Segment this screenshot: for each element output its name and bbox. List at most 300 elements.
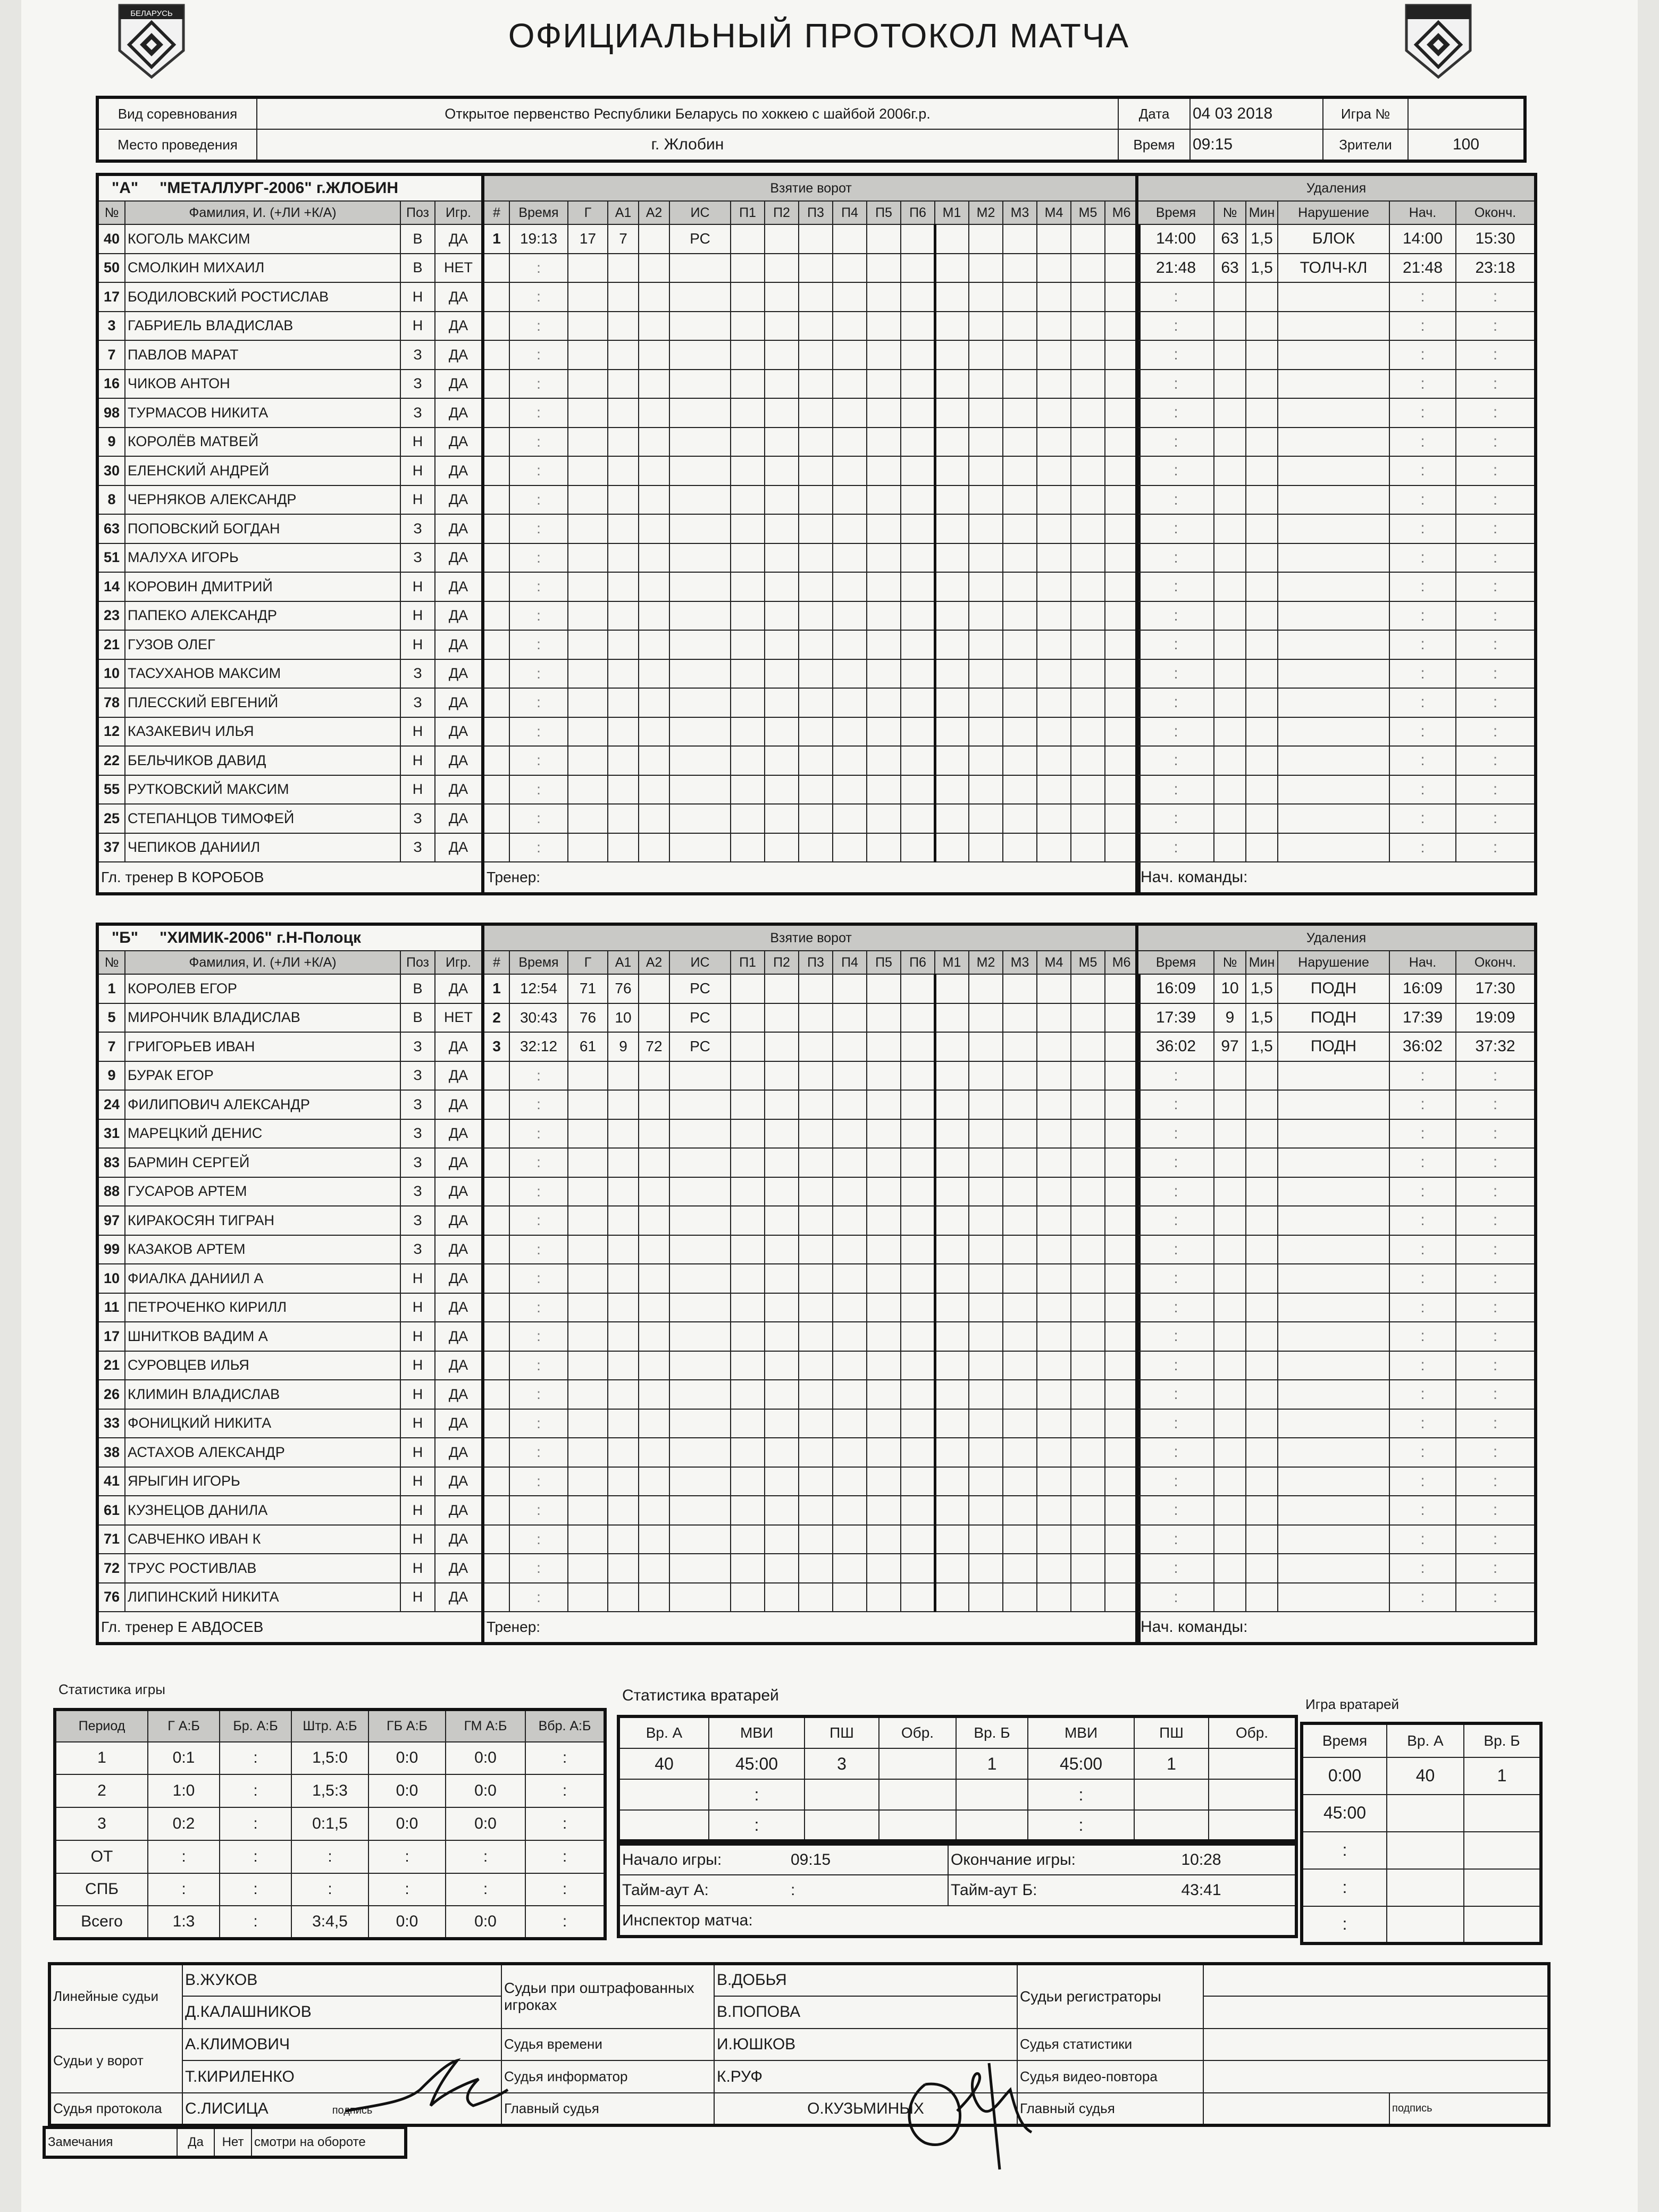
- goal-onice-cell: [1003, 1003, 1037, 1033]
- penalty-min: [1246, 1525, 1278, 1554]
- penalty-end: :: [1456, 630, 1536, 659]
- goal-is: [669, 1148, 731, 1177]
- penalty-min: [1246, 804, 1278, 833]
- goal-onice-cell: [731, 804, 765, 833]
- goal-onice-cell: [799, 1003, 833, 1033]
- game-times-table: [617, 1842, 1298, 1938]
- penalty-end: :: [1456, 601, 1536, 631]
- penalty-row: [1137, 1467, 1536, 1496]
- goal-n: [483, 1061, 509, 1091]
- goal-onice-cell: [799, 717, 833, 747]
- penalty-min: [1246, 1380, 1278, 1409]
- game-stats-cell: :: [220, 1742, 291, 1775]
- penalty-min: 1,5: [1246, 224, 1278, 254]
- penalty-start: :: [1389, 1177, 1456, 1206]
- goal-onice-cell: [867, 1235, 901, 1264]
- penalty-header: Нарушение: [1278, 201, 1389, 224]
- goal-n: [483, 514, 509, 543]
- player-played: ДА: [435, 1119, 483, 1149]
- goal-row: [483, 514, 1139, 543]
- penalty-row: [1137, 1090, 1536, 1119]
- goal-onice-cell: [1105, 974, 1139, 1003]
- game-stats-cell: 0:2: [148, 1807, 220, 1840]
- player-name: МАРЕЦКИЙ ДЕНИС: [125, 1119, 400, 1149]
- player-position: З: [400, 1090, 435, 1119]
- player-row: [97, 659, 483, 689]
- penalty-time: 21:48: [1137, 254, 1214, 283]
- goal-a2: [639, 514, 669, 543]
- goal-onice-cell: [867, 1467, 901, 1496]
- penalty-min: [1246, 1061, 1278, 1091]
- goal-onice-cell: [1071, 340, 1105, 370]
- goal-a1: [608, 543, 639, 573]
- goal-onice-cell: [1037, 630, 1071, 659]
- goal-header: П3: [799, 951, 833, 974]
- penalty-time: :: [1137, 717, 1214, 747]
- goal-onice-cell: [969, 1351, 1003, 1380]
- goal-header: М5: [1071, 951, 1105, 974]
- penalty-min: [1246, 428, 1278, 457]
- goal-onice-cell: [765, 1322, 799, 1351]
- goal-n: [483, 1148, 509, 1177]
- goal-onice-cell: [969, 1438, 1003, 1467]
- goal-a2: [639, 1409, 669, 1438]
- goal-header: М6: [1105, 951, 1139, 974]
- goal-onice-cell: [731, 688, 765, 717]
- goal-a1: [608, 254, 639, 283]
- goal-onice-cell: [731, 1351, 765, 1380]
- penalty-viol: [1278, 1467, 1389, 1496]
- goal-onice-cell: [833, 1032, 867, 1061]
- penalty-start: :: [1389, 1409, 1456, 1438]
- penalty-end: :: [1456, 1351, 1536, 1380]
- player-name: КОРОЛЕВ ЕГОР: [125, 974, 400, 1003]
- penalty-header: Нарушение: [1278, 951, 1389, 974]
- goal-row: [483, 456, 1139, 485]
- player-played: ДА: [435, 601, 483, 631]
- penalty-start: :: [1389, 340, 1456, 370]
- penalty-viol: [1278, 630, 1389, 659]
- goal-onice-cell: [935, 572, 969, 601]
- goal-onice-cell: [867, 1322, 901, 1351]
- goal-row: [483, 1583, 1139, 1612]
- penalty-no: [1214, 1119, 1246, 1149]
- game-stats-cell: 2: [55, 1774, 148, 1807]
- officials-table: [48, 1962, 1551, 2127]
- goal-onice-cell: [1105, 1467, 1139, 1496]
- penalty-row: [1137, 1293, 1536, 1322]
- goal-a2: [639, 282, 669, 312]
- goal-a2: [639, 428, 669, 457]
- goal-n: 1: [483, 974, 509, 1003]
- goal-time: :: [509, 398, 568, 428]
- player-row: [97, 833, 483, 862]
- penalty-time: :: [1137, 833, 1214, 862]
- penalty-start: :: [1389, 1496, 1456, 1525]
- goal-onice-cell: [799, 1293, 833, 1322]
- game-stats-header: Период: [55, 1710, 148, 1742]
- player-name: ФИАЛКА ДАНИИЛ А: [125, 1264, 400, 1293]
- player-played: ДА: [435, 833, 483, 862]
- game-stats-cell: :: [446, 1840, 525, 1873]
- goal-onice-cell: [799, 1032, 833, 1061]
- penalty-row: [1137, 1235, 1536, 1264]
- goal-a1: [608, 1525, 639, 1554]
- player-played: ДА: [435, 659, 483, 689]
- penalty-start: 14:00: [1389, 224, 1456, 254]
- goal-g: [568, 370, 608, 399]
- player-name: ПОПОВСКИЙ БОГДАН: [125, 514, 400, 543]
- goal-g: [568, 1583, 608, 1612]
- goal-onice-cell: [833, 804, 867, 833]
- goal-onice-cell: [867, 1554, 901, 1583]
- goal-onice-cell: [799, 775, 833, 805]
- belarus-emblem-left: [114, 0, 189, 80]
- goal-onice-cell: [731, 1380, 765, 1409]
- goal-onice-cell: [765, 630, 799, 659]
- goal-onice-cell: [765, 370, 799, 399]
- goal-n: [483, 1380, 509, 1409]
- remarks-back: смотри на обороте: [252, 2127, 406, 2157]
- penalty-start: :: [1389, 456, 1456, 485]
- penalty-time: :: [1137, 601, 1214, 631]
- penalty-no: [1214, 1322, 1246, 1351]
- goal-onice-cell: [799, 804, 833, 833]
- player-number: 21: [97, 1351, 125, 1380]
- goal-onice-cell: [731, 340, 765, 370]
- goal-time: :: [509, 282, 568, 312]
- competition-value: Открытое первенство Республики Беларусь по хоккею с шайбой 2006г.р.: [257, 97, 1118, 129]
- goal-g: [568, 688, 608, 717]
- goal-onice-cell: [799, 746, 833, 775]
- player-position: Н: [400, 485, 435, 515]
- penalty-start: :: [1389, 1119, 1456, 1149]
- penalty-viol: [1278, 833, 1389, 862]
- info-judge-value: К.РУФ: [714, 2060, 1017, 2093]
- player-name: РУТКОВСКИЙ МАКСИМ: [125, 775, 400, 805]
- goal-onice-cell: [867, 428, 901, 457]
- goal-onice-cell: [1003, 1380, 1037, 1409]
- penalty-start: :: [1389, 1554, 1456, 1583]
- penalty-no: 97: [1214, 1032, 1246, 1061]
- goal-onice-cell: [731, 1061, 765, 1091]
- goal-onice-cell: [765, 1264, 799, 1293]
- penalty-start: :: [1389, 746, 1456, 775]
- goal-g: [568, 1235, 608, 1264]
- timeout-a-value: :: [789, 1875, 948, 1906]
- goal-row: [483, 746, 1139, 775]
- player-row: [97, 254, 483, 283]
- penalty-viol: [1278, 282, 1389, 312]
- penalty-viol: [1278, 1061, 1389, 1091]
- penalty-row: [1137, 456, 1536, 485]
- penalty-start: :: [1389, 1293, 1456, 1322]
- penalty-row: [1137, 572, 1536, 601]
- goal-onice-cell: [1105, 485, 1139, 515]
- player-number: 98: [97, 398, 125, 428]
- penalty-no: [1214, 1177, 1246, 1206]
- penalty-start: :: [1389, 1380, 1456, 1409]
- goal-is: [669, 688, 731, 717]
- goal-onice-cell: [765, 398, 799, 428]
- goal-g: [568, 1177, 608, 1206]
- goal-onice-cell: [935, 514, 969, 543]
- goal-is: [669, 1177, 731, 1206]
- goal-onice-cell: [935, 254, 969, 283]
- penalty-no: [1214, 572, 1246, 601]
- player-number: 33: [97, 1409, 125, 1438]
- goal-onice-cell: [1003, 1409, 1037, 1438]
- goal-onice-cell: [935, 1525, 969, 1554]
- goal-row: [483, 254, 1139, 283]
- team-name: "ХИМИК-2006" г.Н-Полоцк: [160, 929, 362, 946]
- goal-onice-cell: [901, 312, 935, 341]
- goal-onice-cell: [1037, 1235, 1071, 1264]
- penalty-time: :: [1137, 804, 1214, 833]
- player-row: [97, 1119, 483, 1149]
- penalties-table: [1135, 173, 1537, 895]
- penalty-no: [1214, 833, 1246, 862]
- player-played: ДА: [435, 630, 483, 659]
- goal-onice-cell: [799, 1235, 833, 1264]
- goal-is: [669, 1554, 731, 1583]
- goal-onice-cell: [969, 312, 1003, 341]
- goal-a1: [608, 572, 639, 601]
- penalty-min: [1246, 1119, 1278, 1149]
- player-name: САВЧЕНКО ИВАН К: [125, 1525, 400, 1554]
- player-position: З: [400, 1235, 435, 1264]
- goal-n: [483, 1264, 509, 1293]
- player-number: 55: [97, 775, 125, 805]
- goal-onice-cell: [969, 514, 1003, 543]
- player-name: БУРАК ЕГОР: [125, 1061, 400, 1091]
- goal-onice-cell: [1071, 1409, 1105, 1438]
- goal-is: [669, 1496, 731, 1525]
- goal-a2: [639, 1554, 669, 1583]
- game-stats-cell: 0:0: [446, 1774, 525, 1807]
- penalty-time: :: [1137, 659, 1214, 689]
- penalty-end: :: [1456, 1525, 1536, 1554]
- penalty-no: [1214, 659, 1246, 689]
- goal-onice-cell: [901, 1438, 935, 1467]
- goal-onice-cell: [1071, 543, 1105, 573]
- goalie-play-table: [1300, 1722, 1543, 1945]
- goalie-stats-cell: [956, 1779, 1028, 1810]
- penalty-viol: [1278, 572, 1389, 601]
- goal-onice-cell: [765, 1003, 799, 1033]
- goal-onice-cell: [901, 224, 935, 254]
- penalty-viol: ПОДН: [1278, 1032, 1389, 1061]
- game-stats-cell: :: [525, 1807, 605, 1840]
- penalty-no: [1214, 1525, 1246, 1554]
- game-stats-cell: :: [148, 1873, 220, 1906]
- game-stats-cell: :: [220, 1906, 291, 1939]
- penalty-min: [1246, 543, 1278, 573]
- game-stats-cell: 0:0: [446, 1742, 525, 1775]
- player-number: 8: [97, 485, 125, 515]
- goal-onice-cell: [1105, 1206, 1139, 1235]
- goal-onice-cell: [833, 224, 867, 254]
- player-played: ДА: [435, 543, 483, 573]
- penalty-viol: [1278, 1090, 1389, 1119]
- goalie-stats-cell: [618, 1779, 709, 1810]
- goal-onice-cell: [731, 1554, 765, 1583]
- goal-is: [669, 1235, 731, 1264]
- goal-onice-cell: [833, 1322, 867, 1351]
- goal-row: [483, 1119, 1139, 1149]
- goal-onice-cell: [799, 1322, 833, 1351]
- penalty-min: [1246, 370, 1278, 399]
- penalty-min: [1246, 1583, 1278, 1612]
- goal-onice-cell: [935, 1061, 969, 1091]
- goal-onice-cell: [867, 1032, 901, 1061]
- goal-onice-cell: [935, 1351, 969, 1380]
- goal-onice-cell: [799, 1380, 833, 1409]
- goalie-stats-cell: [618, 1810, 709, 1841]
- goal-onice-cell: [765, 717, 799, 747]
- penalty-time: :: [1137, 1380, 1214, 1409]
- player-number: 16: [97, 370, 125, 399]
- penalty-viol: [1278, 1293, 1389, 1322]
- goal-onice-cell: [969, 974, 1003, 1003]
- goal-onice-cell: [969, 428, 1003, 457]
- goal-a1: [608, 1409, 639, 1438]
- player-name: КОГОЛЬ МАКСИМ: [125, 224, 400, 254]
- goalie-stats-cell: [879, 1779, 956, 1810]
- goal-onice-cell: [1037, 1293, 1071, 1322]
- goal-a1: [608, 775, 639, 805]
- penalty-start: :: [1389, 1467, 1456, 1496]
- goal-a2: [639, 224, 669, 254]
- goal-is: [669, 1583, 731, 1612]
- penalty-end: :: [1456, 1235, 1536, 1264]
- goal-is: [669, 804, 731, 833]
- goal-onice-cell: [901, 485, 935, 515]
- player-position: Н: [400, 282, 435, 312]
- goal-onice-cell: [1105, 543, 1139, 573]
- penalties-title: Удаления: [1137, 174, 1536, 201]
- penalty-min: [1246, 775, 1278, 805]
- penalty-min: [1246, 688, 1278, 717]
- player-played: ДА: [435, 1409, 483, 1438]
- player-position: Н: [400, 428, 435, 457]
- goal-onice-cell: [1105, 1438, 1139, 1467]
- penalty-start: :: [1389, 398, 1456, 428]
- goal-onice-cell: [935, 1554, 969, 1583]
- penalty-min: [1246, 340, 1278, 370]
- goal-onice-cell: [1071, 1148, 1105, 1177]
- game-stats-cell: :: [220, 1840, 291, 1873]
- goal-onice-cell: [1003, 456, 1037, 485]
- time-judge-label: Судья времени: [501, 2029, 714, 2061]
- goal-onice-cell: [765, 659, 799, 689]
- goal-n: [483, 630, 509, 659]
- goal-g: [568, 572, 608, 601]
- timeout-a-label: Тайм-аут А:: [618, 1875, 789, 1906]
- player-played: ДА: [435, 370, 483, 399]
- goal-is: [669, 630, 731, 659]
- player-position: Н: [400, 1467, 435, 1496]
- goal-onice-cell: [799, 1264, 833, 1293]
- penalty-end: :: [1456, 833, 1536, 862]
- player-played: ДА: [435, 1148, 483, 1177]
- goal-onice-cell: [1037, 775, 1071, 805]
- goal-a1: 7: [608, 224, 639, 254]
- team-header: [97, 174, 483, 201]
- goal-a2: [639, 1293, 669, 1322]
- penalty-time: :: [1137, 1061, 1214, 1091]
- penalty-viol: [1278, 1409, 1389, 1438]
- goal-row: [483, 1148, 1139, 1177]
- player-number: 14: [97, 572, 125, 601]
- timeout-b-value: 43:41: [1108, 1875, 1296, 1906]
- penalty-viol: [1278, 1119, 1389, 1149]
- goal-is: [669, 775, 731, 805]
- penalty-start: :: [1389, 485, 1456, 515]
- goal-time: 30:43: [509, 1003, 568, 1033]
- player-name: ФОНИЦКИЙ НИКИТА: [125, 1409, 400, 1438]
- goal-time: :: [509, 746, 568, 775]
- penalty-no: [1214, 1293, 1246, 1322]
- goal-onice-cell: [1003, 974, 1037, 1003]
- penalty-no: [1214, 1583, 1246, 1612]
- goal-onice-cell: [1071, 974, 1105, 1003]
- goal-onice-cell: [731, 1293, 765, 1322]
- goal-onice-cell: [765, 974, 799, 1003]
- goal-is: [669, 601, 731, 631]
- goal-onice-cell: [765, 1206, 799, 1235]
- player-number: 88: [97, 1177, 125, 1206]
- player-number: 76: [97, 1583, 125, 1612]
- goalie-play-cell: [1464, 1906, 1541, 1943]
- goal-onice-cell: [1003, 717, 1037, 747]
- goal-a2: [639, 1351, 669, 1380]
- goalie-stats-header: ПШ: [805, 1716, 879, 1748]
- goal-onice-cell: [901, 282, 935, 312]
- goal-is: [669, 456, 731, 485]
- penalty-end: :: [1456, 428, 1536, 457]
- penalty-min: [1246, 1148, 1278, 1177]
- goal-header: П5: [867, 201, 901, 224]
- goal-row: [483, 1496, 1139, 1525]
- goal-onice-cell: [969, 1235, 1003, 1264]
- goal-onice-cell: [799, 688, 833, 717]
- goal-onice-cell: [1037, 1148, 1071, 1177]
- goal-onice-cell: [1071, 1119, 1105, 1149]
- goal-is: [669, 1293, 731, 1322]
- goal-n: [483, 1554, 509, 1583]
- goal-onice-cell: [833, 1351, 867, 1380]
- goal-n: [483, 428, 509, 457]
- penalty-end: :: [1456, 746, 1536, 775]
- goal-a1: [608, 282, 639, 312]
- penalty-time: :: [1137, 1177, 1214, 1206]
- game-stats-cell: 0:0: [446, 1906, 525, 1939]
- player-played: ДА: [435, 717, 483, 747]
- team-letter: "Б": [112, 929, 139, 946]
- penalty-viol: [1278, 1264, 1389, 1293]
- goal-onice-cell: [935, 630, 969, 659]
- player-row: [97, 1380, 483, 1409]
- goal-onice-cell: [799, 1554, 833, 1583]
- goal-onice-cell: [833, 601, 867, 631]
- goal-onice-cell: [901, 1061, 935, 1091]
- player-row: [97, 1206, 483, 1235]
- goal-onice-cell: [935, 1583, 969, 1612]
- goal-g: [568, 1322, 608, 1351]
- penalty-row: [1137, 514, 1536, 543]
- goal-onice-cell: [799, 572, 833, 601]
